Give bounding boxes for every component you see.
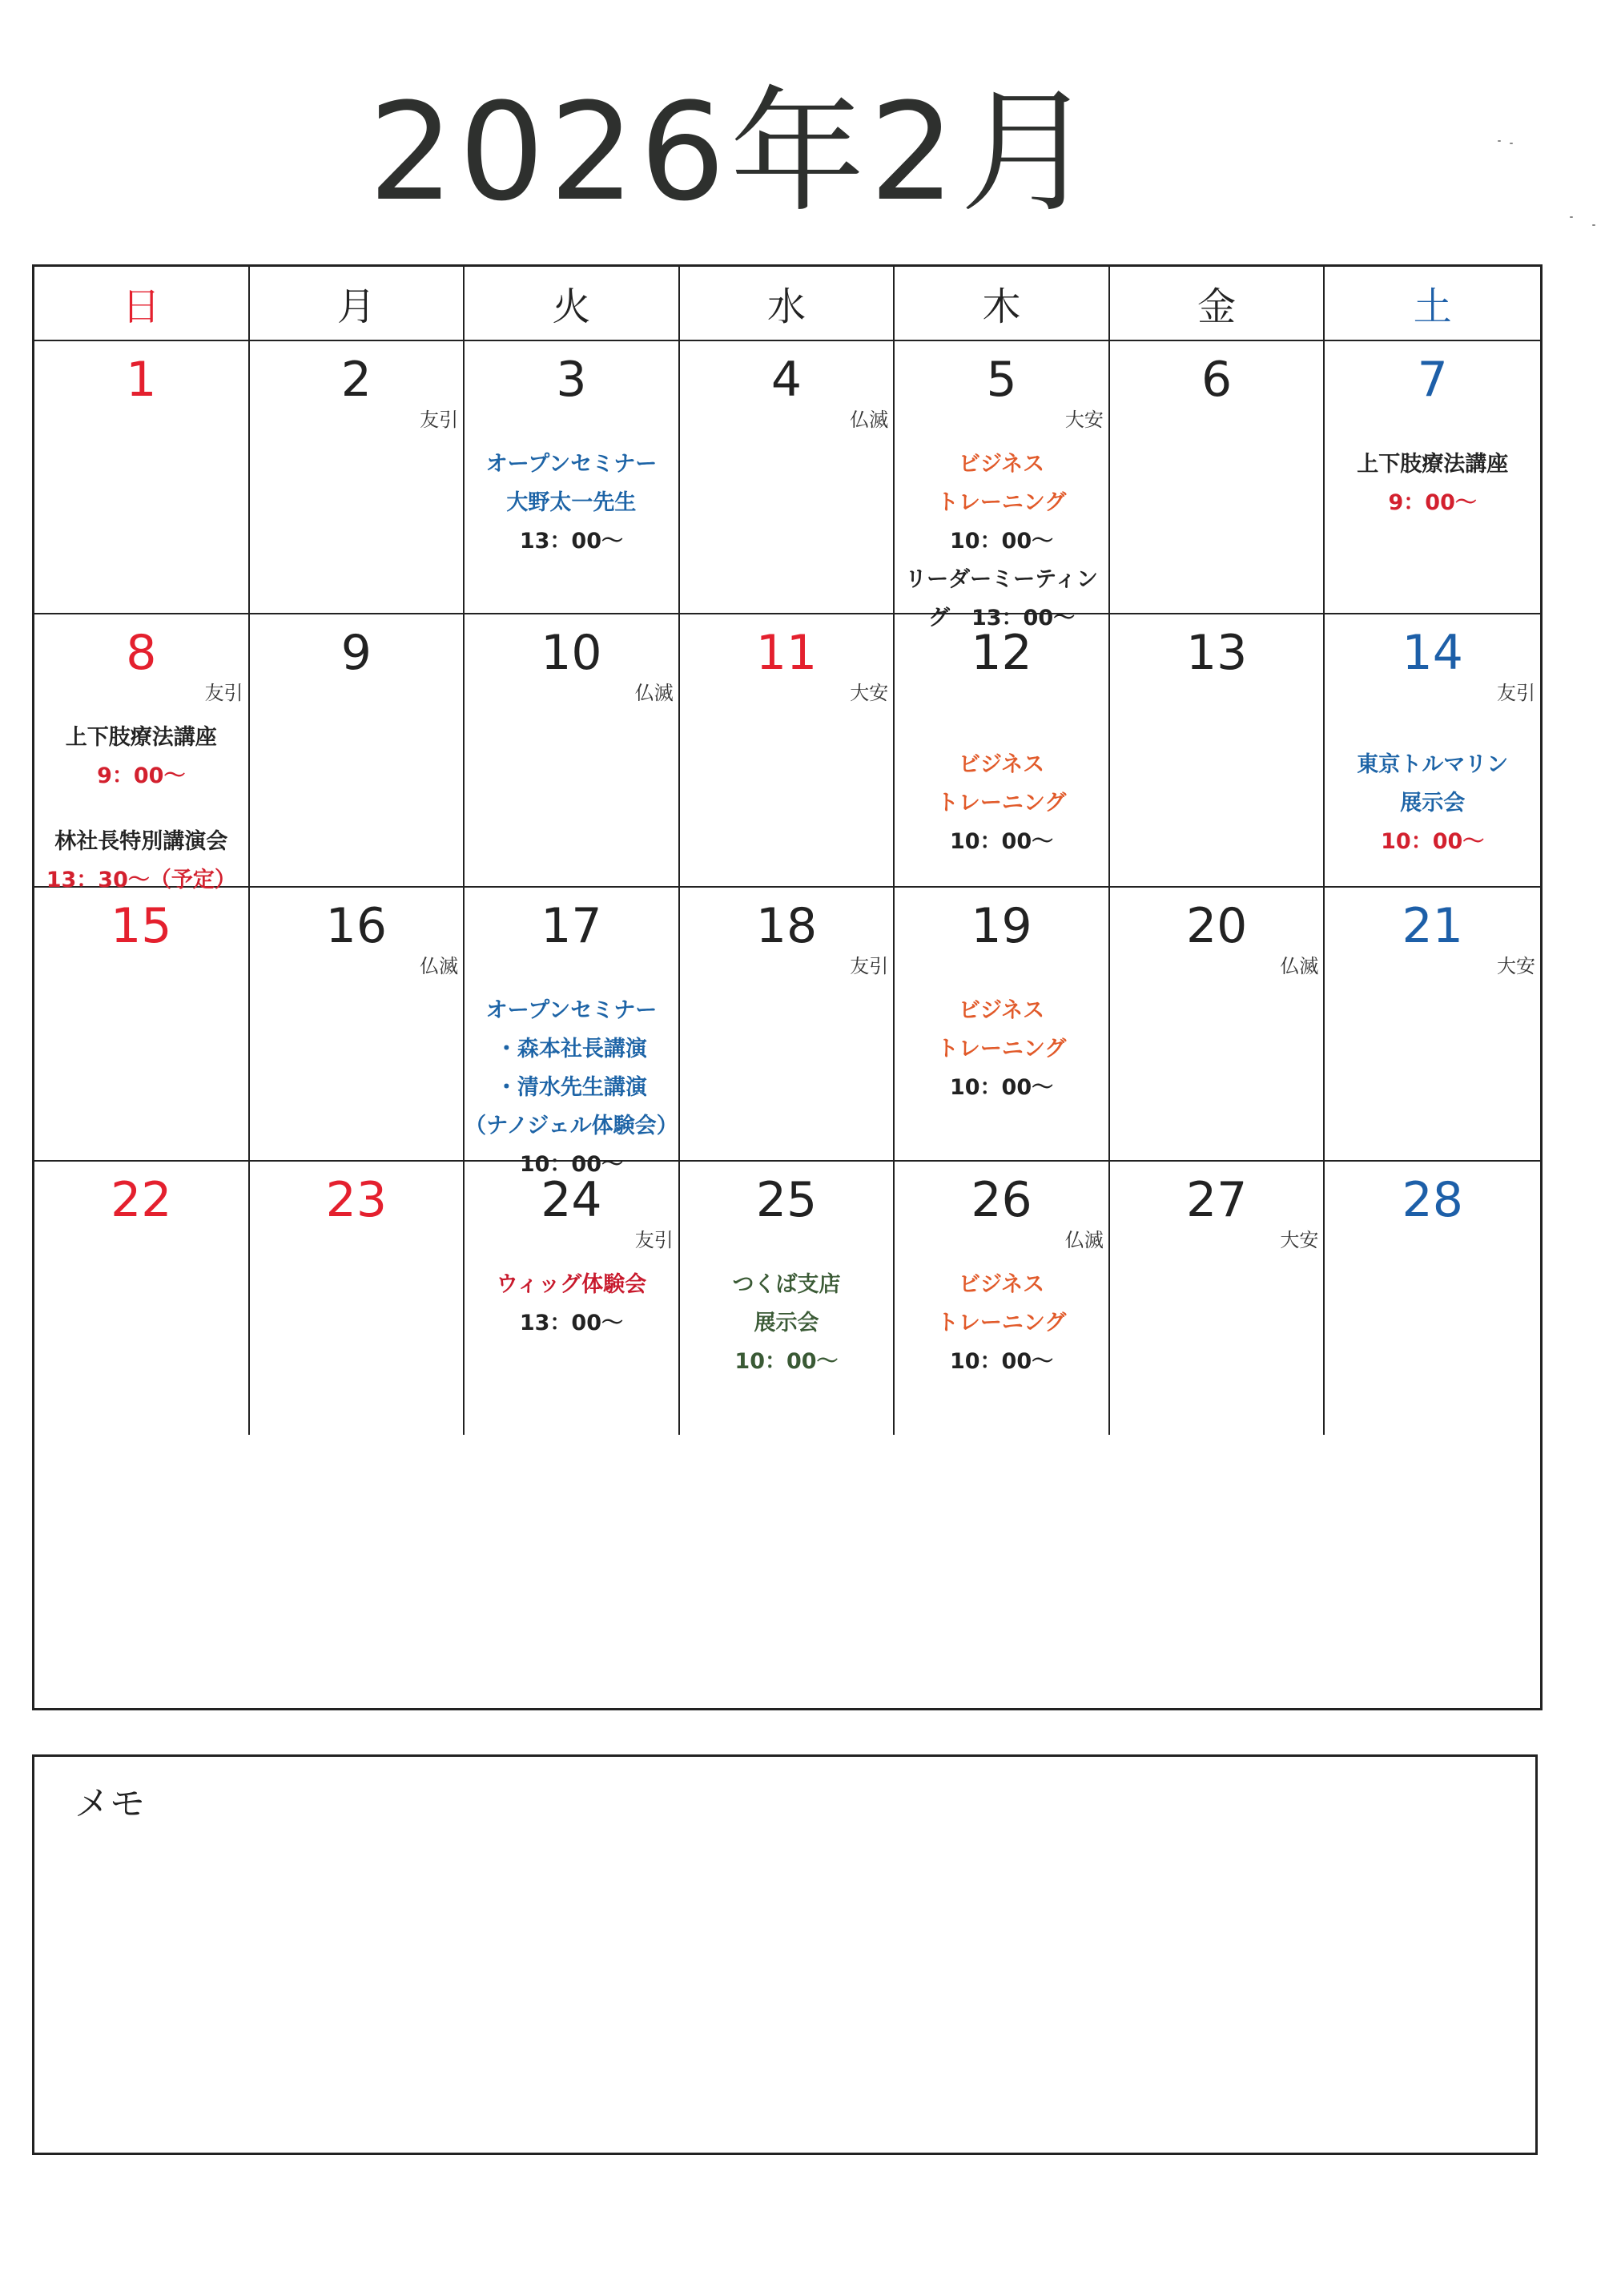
event-line: オープンセミナー <box>485 998 658 1024</box>
rokuyo-label: 仏滅 <box>420 955 459 978</box>
weekday-header-friday: 金 <box>1110 267 1325 341</box>
day-number: 25 <box>755 1171 818 1228</box>
event-line: ビジネス <box>958 998 1045 1024</box>
event-line: 10：00～ <box>949 1348 1054 1374</box>
day-cell-4[interactable] <box>680 341 895 614</box>
day-number: 22 <box>111 1171 172 1228</box>
event-line: 上下肢療法講座 <box>1357 452 1509 477</box>
day-cell-3[interactable] <box>465 341 680 614</box>
weekday-header-thursday: 木 <box>895 267 1110 341</box>
scan-speck <box>1570 216 1573 218</box>
event-line: ビジネス <box>958 752 1045 778</box>
day-cell-13[interactable] <box>1110 614 1325 888</box>
event-line: トレーニング <box>936 490 1067 515</box>
day-cell-6[interactable] <box>1110 341 1325 614</box>
day-cell-20[interactable] <box>1110 888 1325 1161</box>
event-line: 9：00～ <box>97 763 186 789</box>
event-line: 13：00～ <box>519 1310 623 1335</box>
day-cell-19[interactable] <box>895 888 1110 1161</box>
day-cell-18[interactable] <box>680 888 895 1161</box>
event-list <box>465 992 678 1184</box>
day-cell-10[interactable] <box>465 614 680 888</box>
rokuyo-label: 仏滅 <box>1280 955 1319 978</box>
scan-speck <box>1498 140 1501 142</box>
day-cell-11[interactable] <box>680 614 895 888</box>
day-number: 4 <box>770 352 802 408</box>
event-line: トレーニング <box>936 1310 1067 1335</box>
event-line: 10：00～ <box>949 829 1054 855</box>
day-cell-9[interactable] <box>250 614 465 888</box>
event-spacer <box>34 796 248 823</box>
event-line: 10：00～ <box>949 1075 1054 1101</box>
event-line: （ナノジェル体験会） <box>465 1114 678 1139</box>
day-cell-26[interactable] <box>895 1162 1110 1435</box>
day-number: 18 <box>755 898 818 955</box>
event-line: 東京トルマリン <box>1357 752 1509 778</box>
event-list <box>680 1266 894 1381</box>
day-number: 24 <box>541 1171 602 1228</box>
rokuyo-label: 友引 <box>204 682 243 705</box>
event-line: 展示会 <box>754 1310 819 1335</box>
event-list <box>465 1266 678 1343</box>
day-number: 12 <box>971 625 1032 682</box>
scan-speck <box>1592 224 1595 226</box>
event-line: ビジネス <box>958 1271 1045 1297</box>
event-list <box>1325 719 1540 861</box>
day-cell-25[interactable] <box>680 1162 895 1435</box>
weekday-header-saturday: 土 <box>1325 267 1540 341</box>
event-list <box>895 445 1108 638</box>
event-line: グ 13：00～ <box>927 606 1076 630</box>
day-number: 6 <box>1201 352 1233 408</box>
day-number: 13 <box>1185 625 1248 682</box>
day-cell-24[interactable] <box>465 1162 680 1435</box>
day-number: 11 <box>755 625 818 682</box>
day-number: 21 <box>1402 898 1463 955</box>
event-list <box>895 719 1108 861</box>
day-number: 26 <box>971 1171 1032 1228</box>
rokuyo-label: 大安 <box>1497 955 1535 978</box>
event-line: 上下肢療法講座 <box>65 725 217 751</box>
day-number: 20 <box>1185 898 1248 955</box>
rokuyo-label: 友引 <box>634 1228 674 1251</box>
event-spacer <box>1325 719 1540 746</box>
day-number: 16 <box>325 898 388 955</box>
day-number: 23 <box>325 1171 388 1228</box>
day-cell-2[interactable] <box>250 341 465 614</box>
day-number: 28 <box>1402 1171 1463 1228</box>
day-number: 9 <box>340 625 372 682</box>
event-line: 10：00～ <box>734 1348 839 1374</box>
rokuyo-label: 仏滅 <box>850 409 889 431</box>
day-cell-5[interactable] <box>895 341 1110 630</box>
rokuyo-label: 大安 <box>850 682 889 705</box>
weekday-header-sunday: 日 <box>34 267 250 341</box>
weekday-header-wednesday: 水 <box>680 267 895 341</box>
event-line: 大野太一先生 <box>506 490 637 515</box>
day-cell-12[interactable] <box>895 614 1110 888</box>
day-number: 27 <box>1185 1171 1248 1228</box>
event-line: 10：00～ <box>949 529 1054 554</box>
day-number: 8 <box>126 625 157 682</box>
event-line: 展示会 <box>1400 791 1466 816</box>
event-list <box>465 445 678 561</box>
rokuyo-label: 仏滅 <box>634 682 674 705</box>
day-cell-14[interactable] <box>1325 614 1540 888</box>
day-cell-23[interactable] <box>250 1162 465 1435</box>
day-cell-1[interactable] <box>34 341 250 614</box>
day-number: 5 <box>986 352 1017 408</box>
day-cell-22[interactable] <box>34 1162 250 1435</box>
day-cell-16[interactable] <box>250 888 465 1161</box>
day-cell-15[interactable] <box>34 888 250 1161</box>
rokuyo-label: 大安 <box>1280 1228 1319 1251</box>
event-line: ビジネス <box>958 452 1045 477</box>
day-number: 2 <box>340 352 372 408</box>
rokuyo-label: 友引 <box>420 409 459 431</box>
calendar-grid <box>32 264 1543 1710</box>
day-cell-17[interactable] <box>465 888 680 1178</box>
rokuyo-label: 大安 <box>1064 409 1104 431</box>
rokuyo-label: 友引 <box>1497 682 1535 705</box>
rokuyo-label: 仏滅 <box>1064 1228 1104 1251</box>
event-list <box>1325 445 1540 522</box>
event-line: 10：00～ <box>1381 829 1485 855</box>
event-line: トレーニング <box>936 791 1067 816</box>
event-line: 13：30～（予定） <box>46 868 236 893</box>
event-line: ウィッグ体験会 <box>496 1271 647 1297</box>
event-line: 林社長特別講演会 <box>54 829 228 855</box>
event-list <box>895 1266 1108 1381</box>
page-title: 2026年2月 <box>368 74 1100 231</box>
day-number: 1 <box>126 352 157 408</box>
event-list <box>34 719 248 900</box>
event-line: つくば支店 <box>732 1271 841 1297</box>
day-number: 14 <box>1402 625 1463 682</box>
day-cell-28[interactable] <box>1325 1162 1540 1435</box>
day-number: 7 <box>1417 352 1448 408</box>
event-line: オープンセミナー <box>485 452 658 477</box>
day-cell-7[interactable] <box>1325 341 1540 614</box>
event-line: リーダーミーティン <box>905 567 1098 592</box>
day-cell-21[interactable] <box>1325 888 1540 1161</box>
event-line: 9：00～ <box>1388 490 1477 515</box>
day-number: 3 <box>556 352 587 408</box>
event-line: ・清水先生講演 <box>495 1075 647 1101</box>
memo-box[interactable] <box>32 1754 1538 2155</box>
event-line: 10：00～ <box>519 1152 623 1178</box>
rokuyo-label: 友引 <box>850 955 889 978</box>
event-line: ・森本社長講演 <box>495 1037 647 1062</box>
day-number: 10 <box>541 625 602 682</box>
scan-speck <box>1510 143 1513 144</box>
weekday-header-monday: 月 <box>250 267 465 341</box>
day-cell-27[interactable] <box>1110 1162 1325 1435</box>
weekday-header-tuesday: 火 <box>465 267 680 341</box>
day-number: 17 <box>541 898 602 955</box>
event-spacer <box>895 719 1108 746</box>
day-number: 19 <box>971 898 1032 955</box>
event-line: トレーニング <box>936 1037 1067 1062</box>
day-number: 15 <box>111 898 172 955</box>
event-line: 13：00～ <box>519 529 623 554</box>
event-list <box>895 992 1108 1107</box>
day-cell-8[interactable] <box>34 614 250 893</box>
memo-label: メモ <box>74 1783 145 1824</box>
